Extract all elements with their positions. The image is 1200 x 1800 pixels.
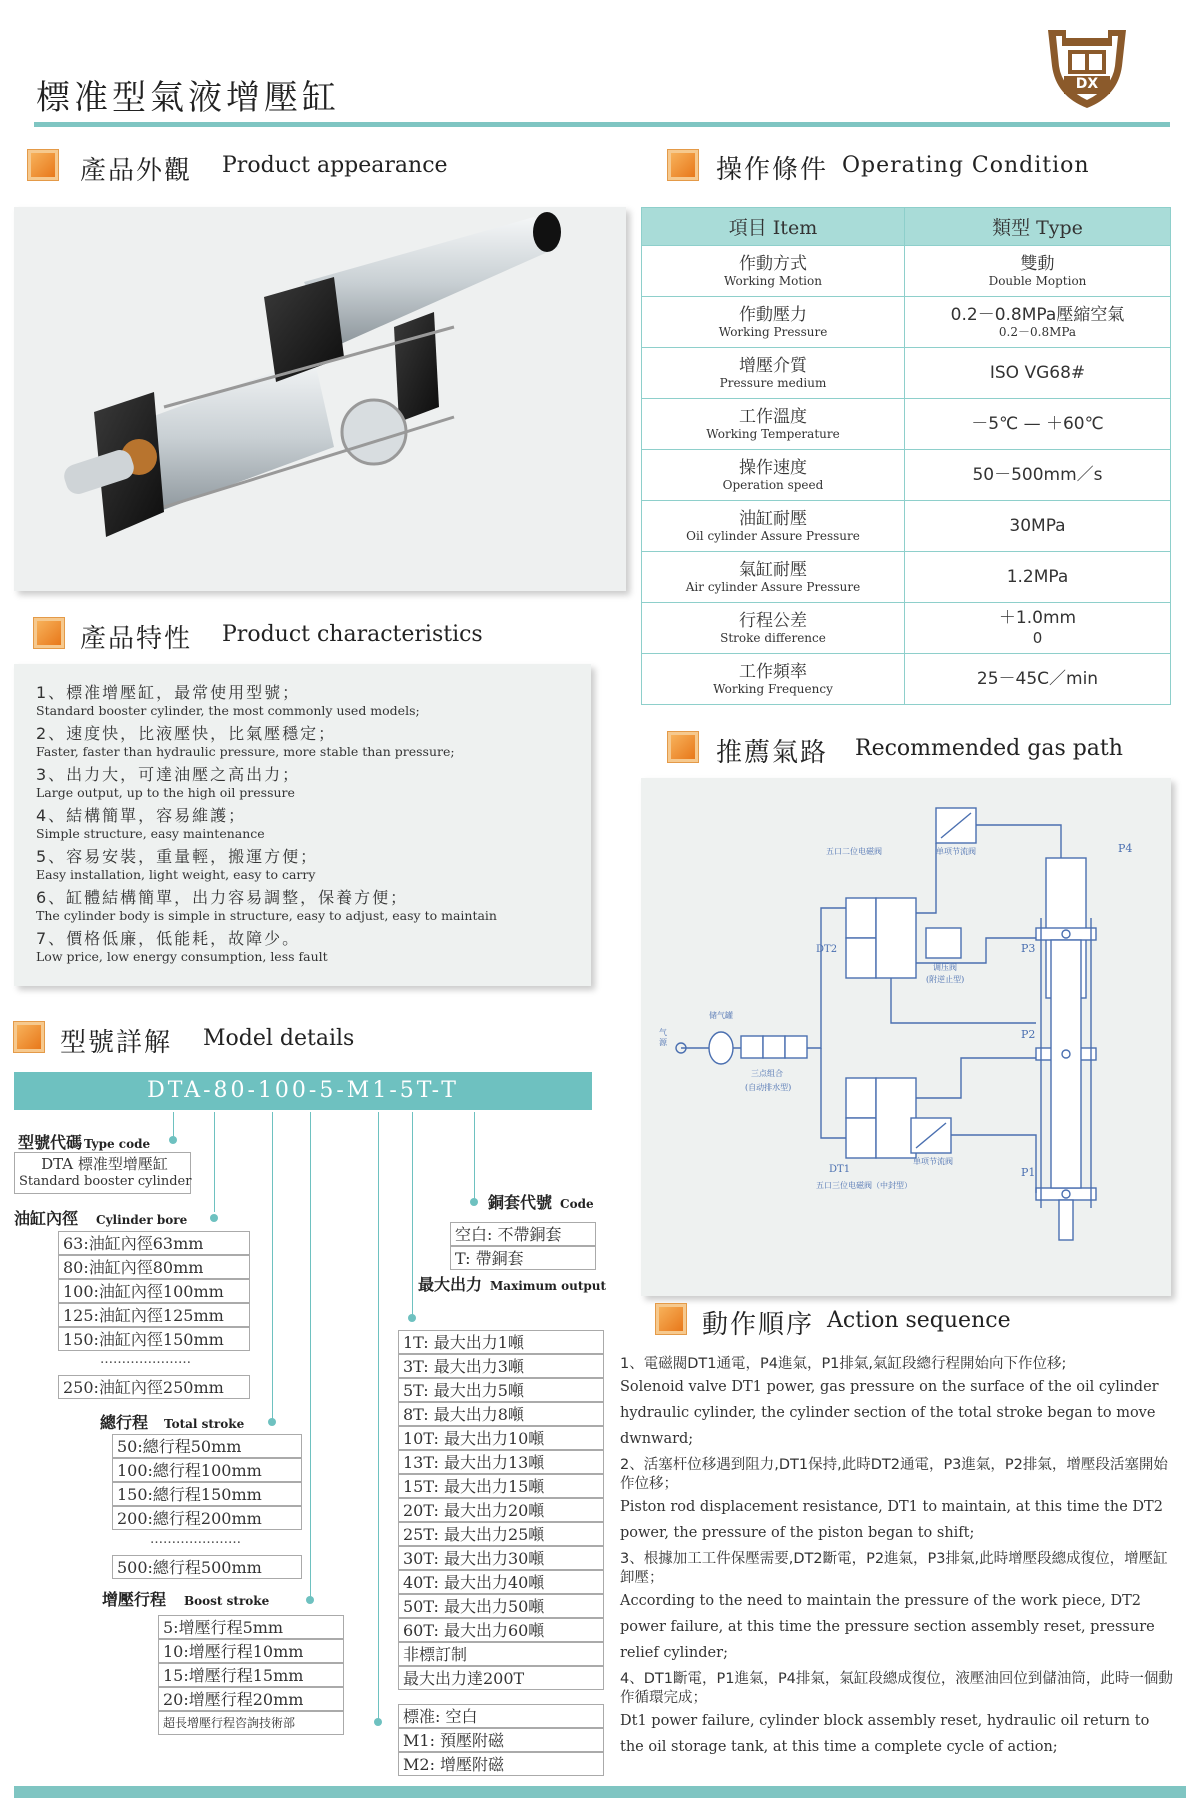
header-divider [34, 122, 1170, 127]
table-row [642, 399, 1171, 450]
condition-table [641, 207, 1171, 705]
list-item [620, 1355, 1175, 1452]
type-code-en: Type code [84, 1137, 151, 1151]
char-en: Faster, faster than hydraulic pressure, more stable than pressure; [36, 744, 455, 759]
condition-title-cn: 操作條件 [716, 155, 829, 185]
list-item: 空白: 不帶銅套 [450, 1222, 596, 1246]
cond-value: 0.2－0.8MPa壓縮空氣 [950, 305, 1125, 325]
gas-label: 调压阀 [933, 963, 957, 972]
list-item [36, 762, 300, 800]
action-cn: 4、DT1斷電，P1進氣，P4排氣，氣缸段總成復位，液壓油回位到儲油筒，此時一個動作循環完成； [620, 1671, 1173, 1706]
section-bullet-icon [668, 150, 698, 180]
cond-value-sub: 0 [1032, 629, 1043, 647]
list-item [36, 885, 497, 923]
table-row [642, 297, 1171, 348]
list-item [620, 1550, 1175, 1666]
section-bullet-icon [28, 150, 58, 180]
char-cn: 5、容易安裝，重量輕，搬運方便； [36, 847, 319, 866]
appearance-title-cn: 產品外觀 [80, 156, 193, 186]
table-row [642, 501, 1171, 552]
action-en: Piston rod displacement resistance, DT1 to maintain, at this time the DT2 power, the pressure of the piston began to shift; [620, 1499, 1163, 1541]
connector-dot [374, 1718, 382, 1726]
cond-label-en: Operation speed [722, 478, 824, 492]
connector-dot [210, 1214, 218, 1222]
cond-value-sub: 0.2－0.8MPa [998, 325, 1077, 339]
list-item: T: 帶銅套 [450, 1246, 596, 1270]
boost-cn: 增壓行程 [102, 1590, 167, 1609]
char-cn: 2、速度快，比液壓快，比氣壓穩定； [36, 724, 337, 743]
table-row [642, 348, 1171, 399]
connector-line [214, 1112, 215, 1212]
list-item: 40T: 最大出力40噸 [398, 1570, 604, 1594]
list-item: 最大出力達200T [398, 1666, 604, 1690]
cond-value: 1.2MPa [1006, 567, 1069, 587]
bore-cn: 油缸內徑 [14, 1209, 79, 1228]
stroke-label [100, 1410, 244, 1433]
connector-dot [169, 1136, 177, 1144]
list-item: 非標訂制 [398, 1642, 604, 1666]
list-item: 100:總行程100mm [112, 1458, 302, 1482]
list-item: 10T: 最大出力10噸 [398, 1426, 604, 1450]
list-item: 50T: 最大出力50噸 [398, 1594, 604, 1618]
char-en: The cylinder body is simple in structure, easy to adjust, easy to maintain [36, 908, 497, 923]
list-item: 標准: 空白 [398, 1704, 604, 1728]
stroke-cn: 總行程 [100, 1413, 149, 1432]
char-en: Standard booster cylinder, the most commonly used models; [36, 703, 420, 718]
model-title-cn: 型號詳解 [60, 1028, 173, 1058]
boost-en: Boost stroke [184, 1594, 270, 1608]
connector-line [378, 1112, 379, 1722]
list-item: 150:油缸內徑150mm [58, 1327, 250, 1351]
action-en: According to the need to maintain the pressure of the work piece, DT2 power failure, at this time the pressure section assembly reset, pressure relief cylinder; [620, 1593, 1155, 1661]
cond-label-cn: 氣缸耐壓 [739, 560, 807, 580]
list-item: 200:總行程200mm [112, 1506, 302, 1530]
table-row [642, 246, 1171, 297]
action-cn: 2、活塞杆位移遇到阻力,DT1保持,此時DT2通電，P3進氣，P2排氣，增壓段活塞開始作位移； [620, 1457, 1168, 1492]
characteristics-title-cn: 產品特性 [80, 624, 193, 654]
cond-label-cn: 作動方式 [739, 254, 807, 274]
page-title: 標准型氣液增壓缸 [36, 78, 340, 118]
type-code-value: DTA 標准型增壓缸 [41, 1155, 168, 1173]
gas-label: 三点组合 [751, 1069, 783, 1078]
cond-value: 雙動 [1020, 254, 1055, 274]
list-item [36, 680, 420, 718]
gas-label: P2 [1021, 1028, 1036, 1041]
condition-header-row [642, 208, 1171, 246]
char-cn: 1、標准增壓缸，最常使用型號； [36, 683, 301, 702]
output-en: Maximum output [490, 1279, 607, 1293]
output-cn: 最大出力 [418, 1275, 483, 1294]
logo-text: DX [1075, 76, 1099, 92]
gas-label: 储气罐 [709, 1011, 733, 1020]
cond-label-cn: 油缸耐壓 [739, 509, 807, 529]
table-row [642, 450, 1171, 501]
cond-label-en: Oil cylinder Assure Pressure [686, 529, 860, 543]
connector-line [310, 1112, 311, 1598]
bore-en: Cylinder bore [96, 1213, 188, 1227]
cond-label-cn: 作動壓力 [739, 305, 807, 325]
list-item [36, 844, 318, 882]
list-item: 80:油缸內徑80mm [58, 1255, 250, 1279]
list-item: M2: 增壓附磁 [398, 1752, 604, 1776]
gas-label: (自动排水型) [745, 1083, 792, 1092]
cond-label-en: Working Frequency [713, 682, 833, 696]
char-cn: 7、價格低廉，低能耗，故障少。 [36, 929, 301, 948]
bore-label [14, 1206, 187, 1229]
list-item: 20:增壓行程20mm [158, 1687, 344, 1711]
gas-label: 五口二位电磁阀 [826, 847, 882, 856]
model-code-bar: DTA-80-100-5-M1-5T-T [14, 1072, 592, 1110]
gas-path-title-cn: 推薦氣路 [716, 738, 829, 768]
gas-label: (附逆止型) [926, 975, 965, 984]
cond-value: －5℃ — ＋60℃ [971, 414, 1104, 434]
type-code-label [18, 1130, 150, 1153]
table-row [642, 654, 1171, 705]
char-cn: 4、結構簡單，容易維護； [36, 806, 247, 825]
list-item: 50:總行程50mm [112, 1434, 302, 1458]
type-code-cn: 型號代碼 [18, 1133, 83, 1152]
cond-label-cn: 工作頻率 [739, 662, 807, 682]
section-bullet-icon [656, 1304, 686, 1334]
gas-label: P4 [1118, 842, 1133, 855]
cond-value: 50－500mm／s [972, 465, 1103, 485]
gas-path-title-en: Recommended gas path [855, 736, 1123, 761]
condition-header-type: 類型 Type [905, 208, 1171, 246]
action-title-en: Action sequence [827, 1308, 1011, 1333]
model-title-en: Model details [203, 1026, 355, 1051]
output-label [418, 1272, 606, 1295]
type-code-value-en: Standard booster cylinder [19, 1174, 192, 1189]
list-item: 20T: 最大出力20噸 [398, 1498, 604, 1522]
cond-label-cn: 工作溫度 [739, 407, 807, 427]
gas-label: 单项节流阀 [913, 1157, 953, 1166]
boost-label [102, 1587, 269, 1610]
list-item: 5:增壓行程5mm [158, 1615, 344, 1639]
cond-label-en: Pressure medium [719, 376, 827, 390]
cond-value: 25－45C／min [976, 669, 1099, 689]
list-item: 15:增壓行程15mm [158, 1663, 344, 1687]
list-item [620, 1456, 1175, 1546]
copper-cn: 銅套代號 [488, 1193, 553, 1212]
gas-label: 五口三位电磁阀（中封型） [816, 1181, 912, 1190]
action-cn: 3、根據加工工件保壓需要,DT2斷電，P2進氣，P3排氣,此時增壓段總成復位，增壓缸卸壓； [620, 1551, 1168, 1586]
list-item [36, 926, 328, 964]
characteristics-panel [14, 664, 591, 986]
action-title-cn: 動作順序 [702, 1310, 815, 1340]
cond-value: ISO VG68# [989, 363, 1086, 383]
gas-path-diagram [641, 778, 1171, 1296]
gas-label: P1 [1021, 1166, 1036, 1179]
gas-label: DT1 [829, 1164, 851, 1175]
brand-logo [1042, 26, 1132, 112]
char-en: Simple structure, easy maintenance [36, 826, 265, 841]
list-item [620, 1670, 1175, 1760]
list-item: 15T: 最大出力15噸 [398, 1474, 604, 1498]
condition-header-item: 項目 Item [642, 208, 905, 246]
gas-label: DT2 [816, 944, 838, 955]
stroke-ellipsis: ………………… [150, 1532, 241, 1547]
cond-label-en: Working Temperature [706, 427, 840, 441]
connector-dot [268, 1418, 276, 1426]
char-cn: 3、出力大，可達油壓之高出力； [36, 765, 301, 784]
list-item: 150:總行程150mm [112, 1482, 302, 1506]
cond-label-cn: 行程公差 [739, 611, 807, 631]
product-image [14, 207, 626, 591]
list-item: 60T: 最大出力60噸 [398, 1618, 604, 1642]
list-item: 250:油缸內徑250mm [58, 1375, 250, 1399]
connector-line [412, 1112, 413, 1317]
boost-note: 超長增壓行程咨詢技術部 [158, 1711, 344, 1735]
list-item: 1T: 最大出力1噸 [398, 1330, 604, 1354]
list-item [36, 803, 265, 841]
stroke-en: Total stroke [164, 1417, 245, 1431]
copper-label [488, 1190, 594, 1213]
list-item: 100:油缸內徑100mm [58, 1279, 250, 1303]
table-row [642, 603, 1171, 654]
char-cn: 6、缸體結構簡單，出力容易調整，保養方便； [36, 888, 409, 907]
cond-label-cn: 操作速度 [739, 458, 807, 478]
list-item: 5T: 最大出力5噸 [398, 1378, 604, 1402]
list-item: 30T: 最大出力30噸 [398, 1546, 604, 1570]
list-item: 3T: 最大出力3噸 [398, 1354, 604, 1378]
action-en: Solenoid valve DT1 power, gas pressure on the surface of the oil cylinder hydraulic cylinder, the cylinder section of the total stroke began to move dwnward; [620, 1379, 1159, 1447]
cond-value: ＋1.0mm [998, 608, 1077, 628]
characteristics-title-en: Product characteristics [222, 622, 483, 647]
connector-line [474, 1112, 475, 1202]
section-bullet-icon [14, 1022, 44, 1052]
connector-dot [306, 1596, 314, 1604]
action-cn: 1、電磁閥DT1通電，P4進氣，P1排氣,氣缸段總行程開始向下作位移; [620, 1356, 1067, 1372]
char-en: Low price, low energy consumption, less fault [36, 949, 328, 964]
gas-label: P3 [1021, 942, 1036, 955]
connector-dot [470, 1198, 478, 1206]
action-sequence [620, 1355, 1175, 1760]
list-item [36, 721, 455, 759]
list-item: 8T: 最大出力8噸 [398, 1402, 604, 1426]
cond-label-en: Working Pressure [718, 325, 828, 339]
list-item: 25T: 最大出力25噸 [398, 1522, 604, 1546]
cond-label-en: Air cylinder Assure Pressure [685, 580, 861, 594]
gas-label: 单项节流阀 [936, 847, 976, 856]
bore-ellipsis: ………………… [100, 1352, 191, 1367]
cond-value: 30MPa [1009, 516, 1066, 536]
list-item: 63:油缸內徑63mm [58, 1231, 250, 1255]
appearance-title-en: Product appearance [222, 153, 448, 178]
section-bullet-icon [668, 732, 698, 762]
cond-label-cn: 增壓介質 [739, 356, 807, 376]
char-en: Large output, up to the high oil pressure [36, 785, 295, 800]
list-item: 500:總行程500mm [112, 1555, 302, 1579]
connector-line [272, 1112, 273, 1422]
cond-value-sub: Double Moption [988, 274, 1087, 288]
connector-dot [408, 1314, 416, 1322]
list-item: 13T: 最大出力13噸 [398, 1450, 604, 1474]
action-en: Dt1 power failure, cylinder block assembly reset, hydraulic oil return to the oil storage tank, at this time a complete cycle of action; [620, 1713, 1150, 1755]
list-item: 125:油缸內徑125mm [58, 1303, 250, 1327]
copper-en: Code [560, 1197, 594, 1211]
section-bullet-icon [34, 618, 64, 648]
connector-line [173, 1112, 174, 1138]
char-en: Easy installation, light weight, easy to carry [36, 867, 316, 882]
footer-bar [14, 1786, 1186, 1798]
gas-label: 气源 [659, 1028, 667, 1047]
type-code-box [14, 1152, 191, 1194]
cond-label-en: Working Motion [724, 274, 822, 288]
condition-title-en: Operating Condition [842, 153, 1090, 178]
cond-label-en: Stroke difference [720, 631, 826, 645]
list-item: 10:增壓行程10mm [158, 1639, 344, 1663]
table-row [642, 552, 1171, 603]
list-item: M1: 預壓附磁 [398, 1728, 604, 1752]
